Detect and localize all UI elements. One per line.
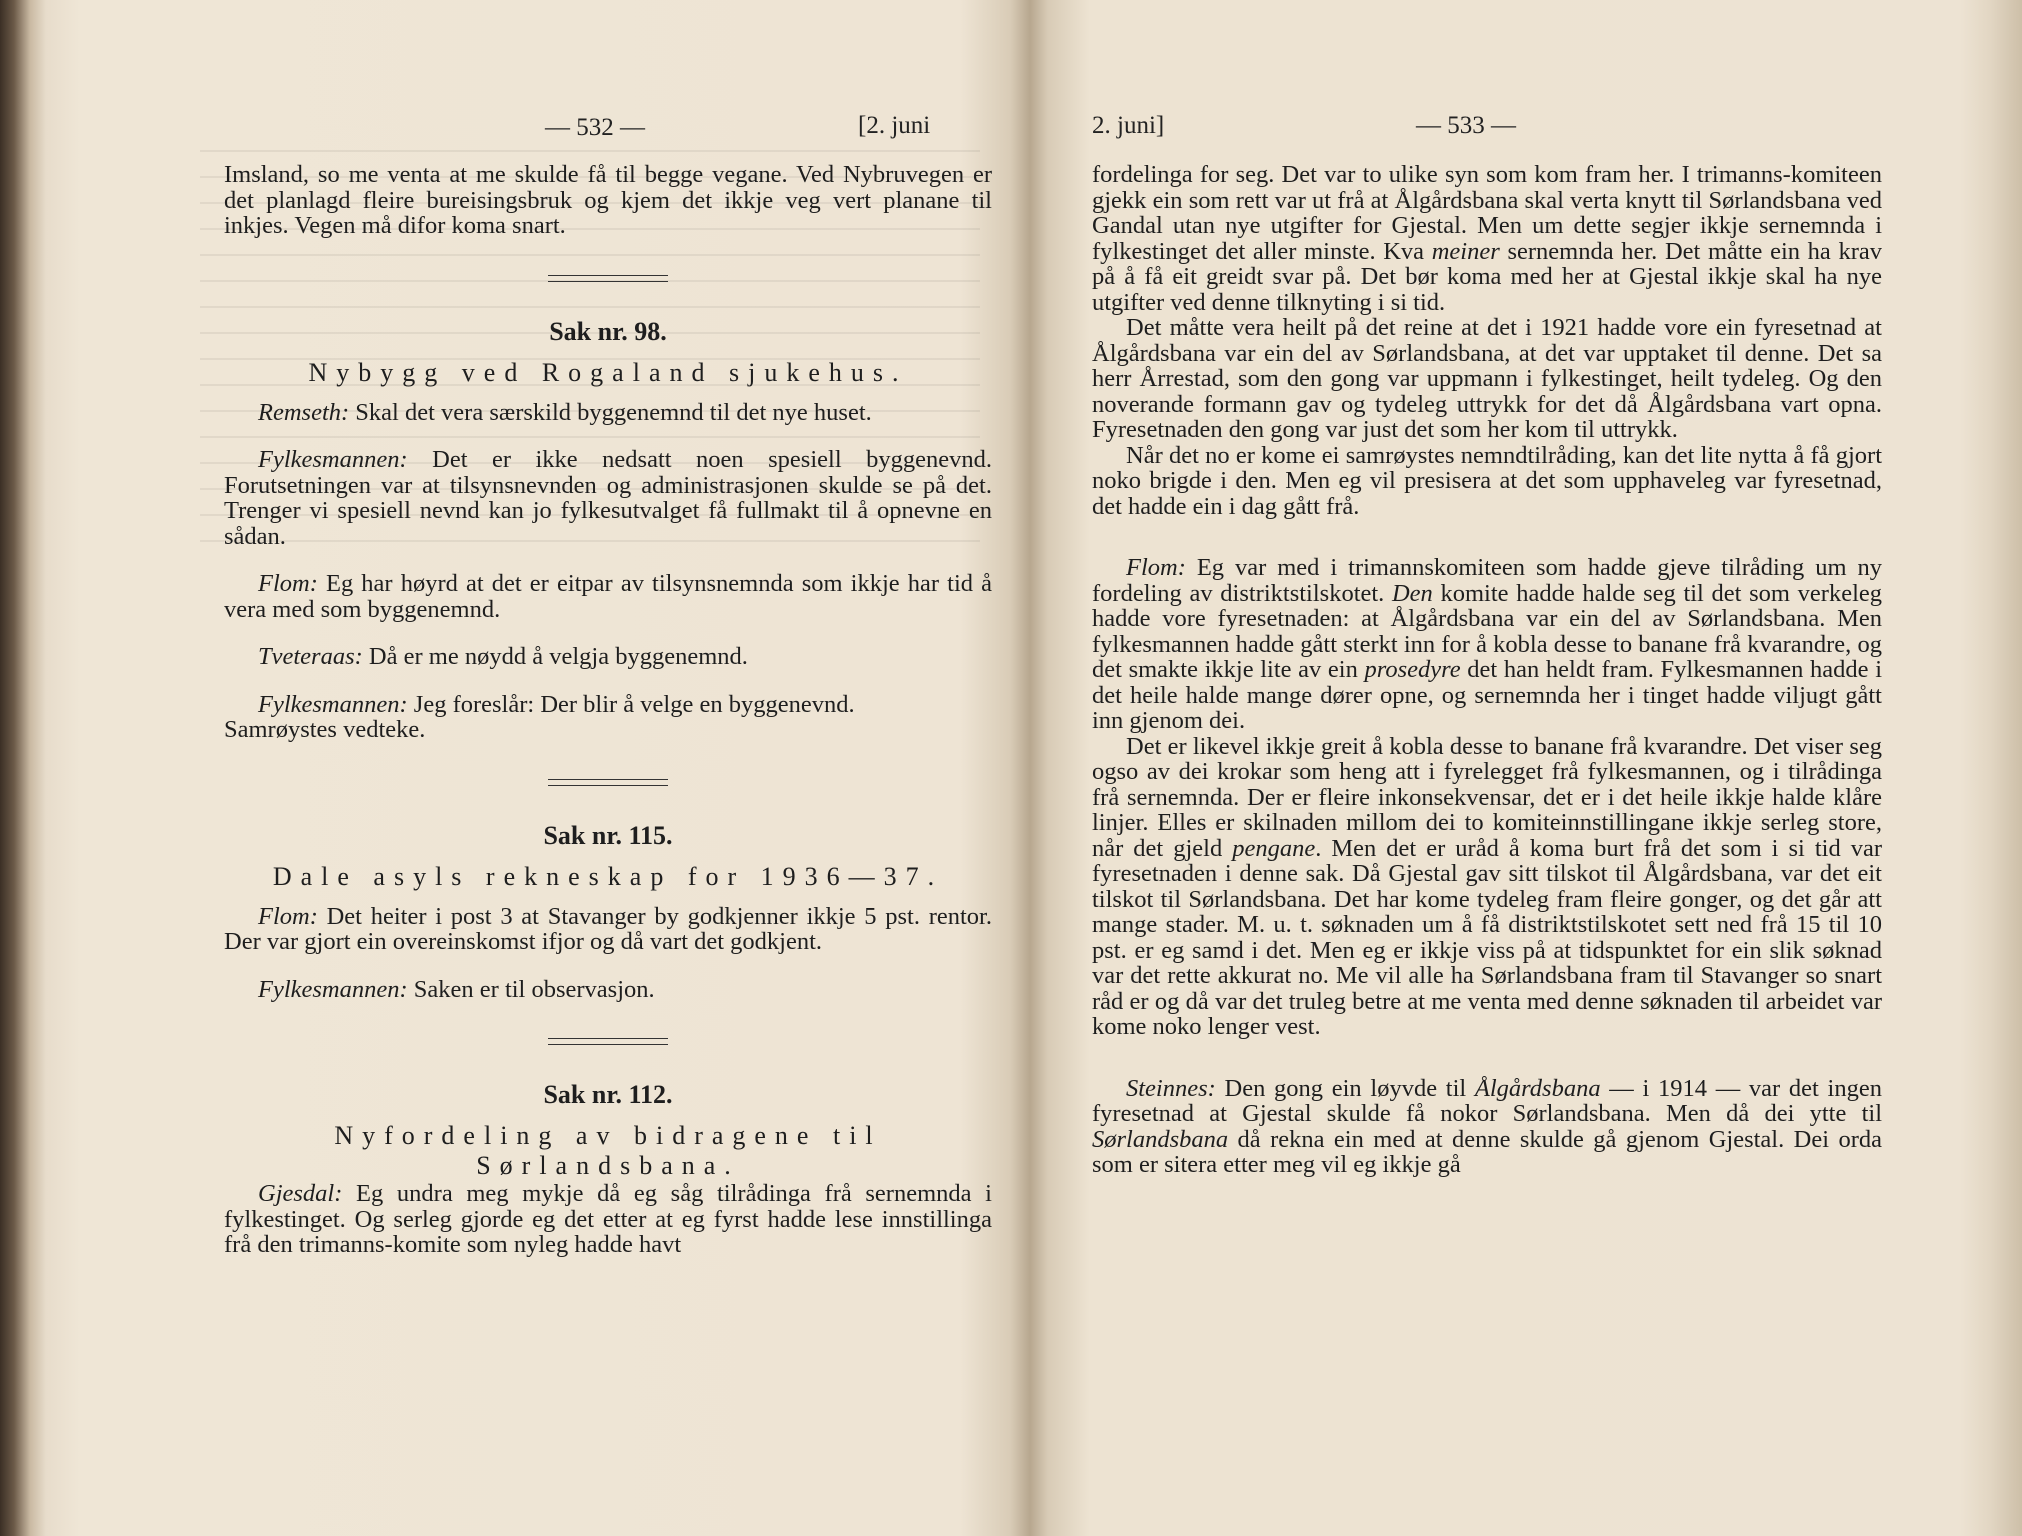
right-page-date: 2. juni] (1092, 112, 1165, 139)
gjesdal-text: Eg undra meg mykje då eg såg tilrådinga frå sernemnda i fylkestinget. Og serleg gjorde eg det etter at eg fyrst hadde lese innstillinga frå den trimanns-komite som nyleg hadde havt (224, 1180, 992, 1258)
section-divider (548, 1038, 668, 1045)
remseth-paragraph (224, 400, 992, 426)
paragraph-1921: Det måtte vera heilt på det reine at det i 1921 hadde vore ein fyresetnad at Ålgårdsbana var ein del av Sørlandsbana, at det var upptaket til denne. Det sa herr Årrestad, som den gong var uppmann i fylkestinget, heilt tydeleg. Og den noverande formann gav og tydeleg uttrykk for det då Ålgårdsbana vart opna. Fyresetnaden den gong var just det som her kom til uttrykk. (1092, 314, 1882, 443)
paragraph-likevel: Det er likevel ikkje greit å kobla desse to banane frå kvarandre. Det viser seg ogso av dei krokar som heng att i fyrelegget frå fylkesmannen, og i tilrådinga frå sernemnda. Der er fleire inkonsekvensar, det er i det heile ikkje halde klåre linjer. Elles er skilnaden millom dei to komiteinnstillingane ikkje serleg store, når det gjeld pengane. Men det er uråd å koma burt frå det som i si tid var fyresetnaden i denne sak. Då Gjestal gav sitt tilskot til Ålgårdsbana, var det eit tilskot til Sørlandsbana. Det har kome tydeleg fram fleire gonger, og det går att mange stader. M. u. t. søknaden um å få distriktstilskotet sett ned frå 15 til 10 pst. er eg samd i det. Men eg er ikkje viss på at tidspunktet for ein slik søknad var det rette akkurat no. Me vil alle ha Sørlandsbana fram til Stavanger so snart råd er og då var det truleg betre at me venta med denne søknaden til arbeidet var kome noko lenger vest. (1092, 732, 1883, 1040)
fylkesmannen-paragraph-3 (224, 977, 992, 1003)
flom-text-1: Eg har høyrd at det er eitpar av tilsynsnemnda som ikkje har tid å vera med som byggenemnd. (224, 570, 992, 623)
paragraph-samroystes: Når det no er kome ei samrøystes nemndtilråding, kan det lite nytta å få gjort noko brigde i den. Men eg vil presisera at det som upphaveleg var fyresetnad, det hadde ein i dag gått frå. (1092, 441, 1882, 520)
tveteraas-text: Då er me nøydd å velgja byggenemnd. (362, 643, 748, 670)
sak-98-subtitle: Nybygg ved Rogaland sjukehus. (308, 357, 908, 387)
left-page-date: [2. juni (858, 112, 931, 139)
fylkesmannen-text-2: Jeg foreslår: Der blir å velge en byggenevnd. (407, 690, 855, 718)
continuation-paragraph: Imsland, so me venta at me skulde få til begge vegane. Ved Nybruvegen er det planlagd fleire bureisingsbruk og kjem det ikkje veg vert planane til inkjes. Vegen må difor koma snart. (224, 161, 992, 239)
right-text-column (1092, 162, 1882, 1178)
flom-paragraph-3: Flom: Eg var med i trimannskomiteen som hadde gjeve tilråding um ny fordeling av distriktstilskotet. Den komite hadde halde seg til det som verkeleg hadde vore fyresetnaden: at Ålgårdsbana var ein del av Sørlandsbana. Men fylkesmannen hadde gått sterkt inn for å kobla desse to banane frå kvarandre, og det smakte ikkje lite av ein prosedyre det han heldt fram. Fylkesmannen hadde i det heile halde mange dører opne, og sernemnda her i tinget hadde viljugt gått inn gjenom dei. (1092, 554, 1883, 734)
section-divider (548, 779, 668, 786)
continuation-paragraph: fordelinga for seg. Det var to ulike syn som kom fram her. I trimanns-komiteen gjekk ein som rett var ut frå at Ålgårdsbana skal verta knytt til Sørlandsbana ved Gandal utan nye utgifter for Gjestal. Men um dette segjer ikkje sernemnda i fylkestinget det aller minste. Kva meiner sernemnda her. Det måtte ein ha krav på å få eit greidt svar på. Det bør koma med her at Gjestal ikkje skal ha nye utgifter ved denne tilknyting i si tid. (1092, 161, 1882, 316)
sak-112-title: Sak nr. 112. (543, 1080, 673, 1109)
speaker-steinnes: Steinnes: (1126, 1074, 1216, 1102)
speaker-fylkesmannen: Fylkesmannen: (258, 446, 408, 473)
left-page-number: — 532 — (545, 114, 645, 141)
speaker-flom: Flom: (258, 570, 318, 597)
gjesdal-paragraph (224, 1181, 992, 1258)
sak-98-title: Sak nr. 98. (549, 316, 667, 346)
right-page (1030, 0, 2022, 1536)
flom-paragraph-2 (224, 904, 992, 955)
speaker-fylkesmannen: Fylkesmannen: (258, 690, 408, 718)
fylkesmannen-paragraph-1 (224, 447, 992, 549)
speaker-flom: Flom: (1126, 554, 1186, 581)
steinnes-paragraph: Steinnes: Den gong ein løyvde til Ålgårdsbana — i 1914 — var det ingen fyresetnad at Gjestal skulde få nokor Sørlandsbana. Men då dei ytte til Sørlandsbana då rekna ein med at denne skulde gå gjenom Gjestal. Dei orda som er sitera etter meg vil eg ikkje gå (1092, 1074, 1882, 1178)
vedteke-line: Samrøystes vedteke. (224, 716, 426, 743)
flom-paragraph-1 (224, 571, 992, 622)
fylkesmannen-paragraph-2 (224, 692, 992, 718)
speaker-flom: Flom: (258, 902, 318, 930)
left-text-column (224, 162, 992, 1258)
remseth-text: Skal det vera særskild byggenemnd til det nye huset. (349, 398, 872, 426)
right-page-number: — 533 — (1416, 112, 1516, 139)
speaker-fylkesmannen: Fylkesmannen: (258, 975, 408, 1003)
fylkesmannen-text-3: Saken er til observasjon. (407, 975, 655, 1003)
speaker-gjesdal: Gjesdal: (258, 1180, 343, 1207)
flom-text-2: Det heiter i post 3 at Stavanger by godkjenner ikkje 5 pst. rentor. Der var gjort ein overeinskomst ifjor og då vart det godkjent. (224, 902, 992, 955)
fylkesmannen-text-1: Det er ikke nedsatt noen spesiell byggenevnd. Forutsetningen var at tilsynsnevnden og administrasjonen skulde se på det. Trenger vi spesiell nevnd kan jo fylkesutvalget få fullmakt til å opnevne en sådan. (224, 446, 992, 550)
tveteraas-paragraph (224, 644, 992, 670)
sak-115-title: Sak nr. 115. (543, 820, 673, 850)
speaker-remseth: Remseth: (258, 398, 350, 426)
speaker-tveteraas: Tveteraas: (258, 643, 363, 670)
sak-112-subtitle: Nyfordeling av bidragene til Sørlandsbana. (334, 1121, 882, 1180)
section-divider (548, 275, 668, 282)
sak-115-subtitle: Dale asyls rekneskap for 1936—37. (272, 861, 944, 891)
